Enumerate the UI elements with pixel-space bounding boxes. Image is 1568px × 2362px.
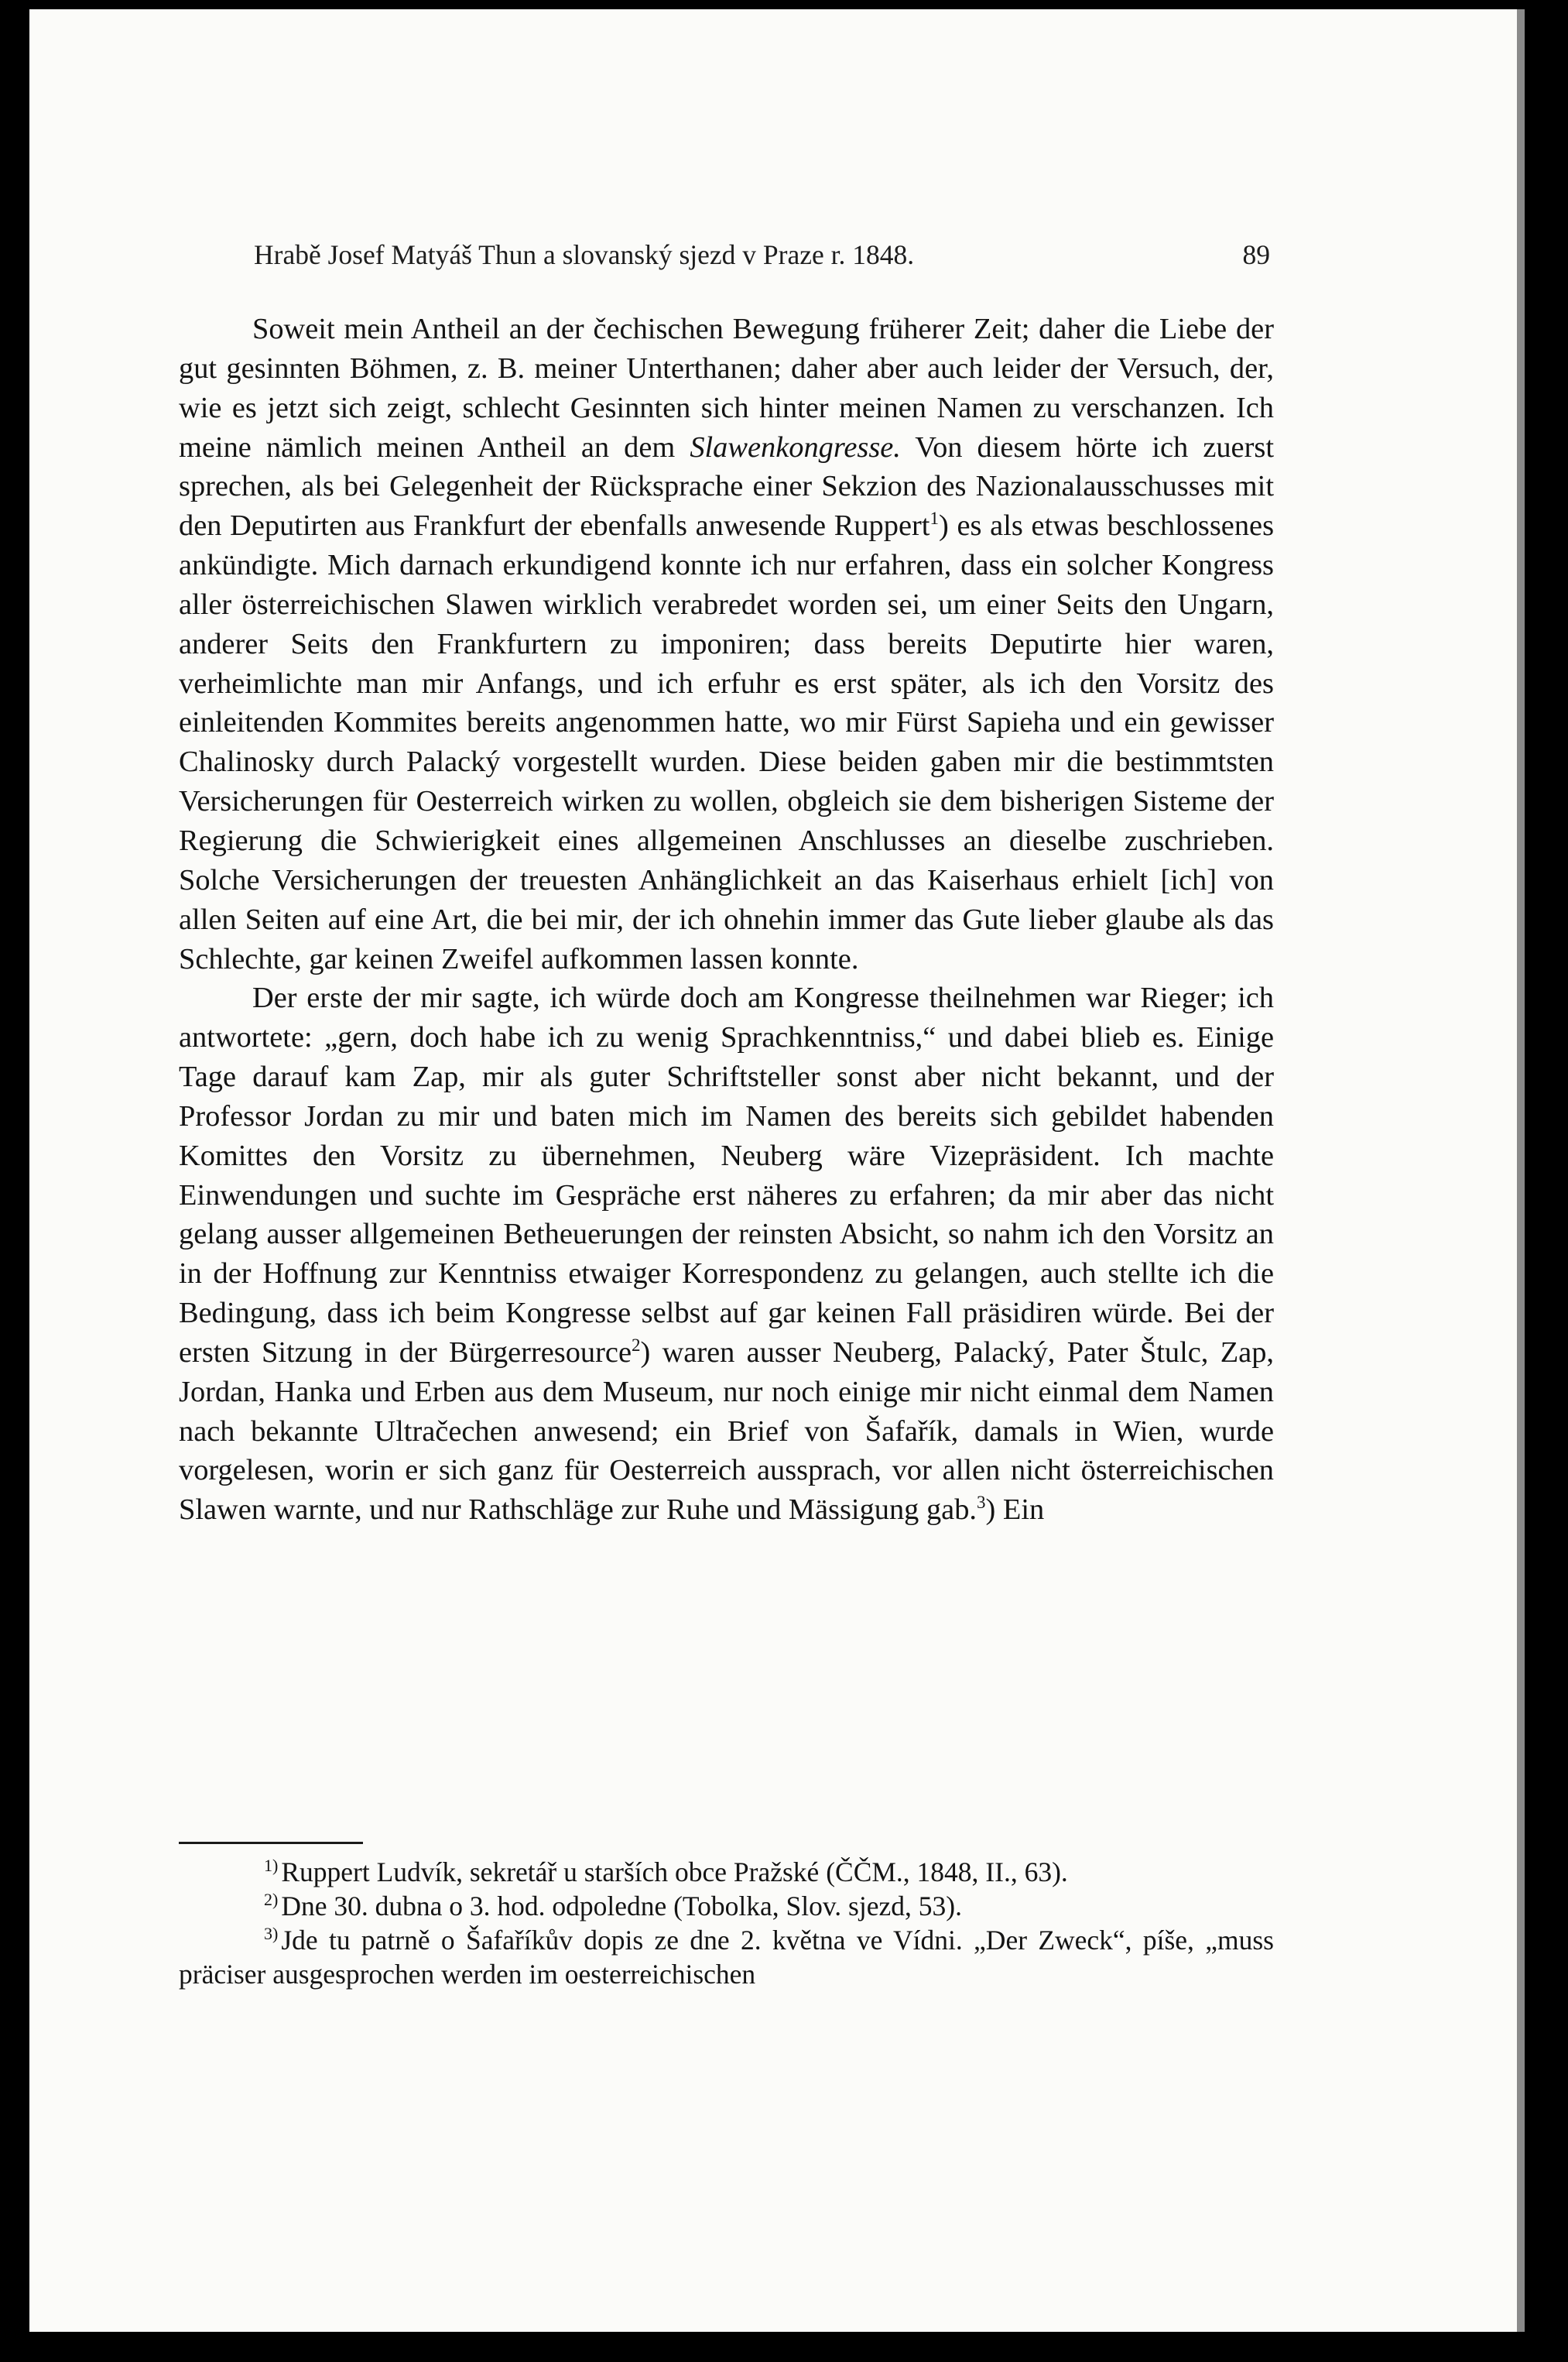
- footnote-3: [179, 1923, 1274, 1991]
- footnote-1-text: Ruppert Ludvík, sekretář u starších obce Pražské (ČČM., 1848, II., 63).: [281, 1856, 1068, 1887]
- running-head-title: Hrabě Josef Matyáš Thun a slovanský sjezd v Praze r. 1848.: [254, 239, 915, 270]
- running-head: [254, 235, 1270, 274]
- paragraph-2-text-a: Der erste der mir sagte, ich würde doch am Kongresse theilnehmen war Rieger; ich antwortete: „gern, doch habe ich zu wenig Sprachkenntniss,“ und dabei blieb es. Einige Tage darauf kam Zap, mir als guter Schriftsteller sonst aber nicht bekannt, und der Professor Jordan zu mir und baten mich im Namen des bereits sich gebildet habenden Komittes den Vorsitz zu übernehmen, Neuberg wäre Vizepräsident. Ich machte Einwendungen und suchte im Gespräche erst näheres zu erfahren; da mir aber das nicht gelang ausser allgemeinen Betheuerungen der reinsten Absicht, so nahm ich den Vorsitz an in der Hoffnung zur Kenntniss etwaiger Korrespondenz zu gelangen, auch stellte ich die Bedingung, dass ich beim Kongresse selbst auf gar keinen Fall präsidiren würde. Bei der ersten Sitzung in der Bürgerresource: [179, 982, 1274, 1369]
- body-text: [179, 310, 1274, 1530]
- footnote-2-mark: 2): [264, 1889, 279, 1909]
- footnote-ref-1: 1: [930, 508, 939, 529]
- paragraph-1: [179, 310, 1274, 979]
- footnote-3-mark: 3): [264, 1923, 279, 1943]
- footnote-ref-3: 3: [977, 1492, 986, 1513]
- paragraph-1-text-b: Von diesem hörte ich zuerst sprechen, als bei Gelegenheit der Rücksprache einer Sekzion des Nazionalausschusses mit den Deputirten aus Frankfurt der ebenfalls anwesende Ruppert: [179, 430, 1274, 543]
- paragraph-1-text-a: Soweit mein Antheil an der čechischen Bewegung früherer Zeit; daher die Liebe der gut gesinnten Böhmen, z. B. meiner Unterthanen; daher aber auch leider der Versuch, der, wie es jetzt sich zeigt, schlecht Gesinnten sich hinter meinen Namen zu verschanzen. Ich meine nämlich meinen Antheil an dem: [179, 313, 1274, 464]
- paragraph-2-text-b: ) waren ausser Neuberg, Palacký, Pater Štulc, Zap, Jordan, Hanka und Erben aus dem Museum, nur noch einige mir nicht einmal dem Namen nach bekannte Ultračechen anwesend; ein Brief von Šafařík, damals in Wien, wurde vorgelesen, worin er sich ganz für Oesterreich aussprach, vor allen nicht österreichischen Slawen warnte, und nur Rathschläge zur Ruhe und Mässigung gab.: [179, 1335, 1274, 1527]
- footnote-1: [179, 1855, 1274, 1889]
- page-number: 89: [1242, 239, 1270, 270]
- footnote-1-mark: 1): [264, 1855, 279, 1875]
- footnote-2-text: Dne 30. dubna o 3. hod. odpoledne (Tobolka, Slov. sjezd, 53).: [281, 1891, 962, 1921]
- footnote-2: [179, 1889, 1274, 1923]
- footnote-ref-2: 2: [631, 1335, 641, 1356]
- paragraph-1-text-c: ) es als etwas beschlossenes ankündigte. Mich darnach erkundigend konnte ich nur erfahren, dass ein solcher Kongress aller österreichischen Slawen wirklich verabredet worden sei, um einer Seits den Ungarn, anderer Seits den Frankfurtern zu imponiren; dass bereits Deputirte hier waren, verheimlichte man mir Anfangs, und ich erfuhr es erst später, als ich den Vorsitz des einleitenden Kommites bereits angenommen hatte, wo mir Fürst Sapieha und ein gewisser Chalinosky durch Palacký vorgestellt wurden. Diese beiden gaben mir die bestimmtsten Versicherungen für Oesterreich wirken zu wollen, obgleich sie dem bisherigen Sisteme der Regierung die Schwierigkeit eines allgemeinen Anschlusses an dieselbe zuschrieben. Solche Versicherungen der treuesten Anhänglichkeit an das Kaiserhaus erhielt [ich] von allen Seiten auf eine Art, die bei mir, der ich ohnehin immer das Gute lieber glaube als das Schlechte, gar keinen Zweifel aufkommen lassen konnte.: [179, 509, 1275, 975]
- footnotes: [179, 1855, 1274, 1991]
- page-edge: [1517, 9, 1525, 2332]
- footnote-3-text: Jde tu patrně o Šafaříkův dopis ze dne 2. května ve Vídni. „Der Zweck“, píše, „muss präciser ausgesprochen werden im oesterreichischen: [179, 1925, 1274, 1990]
- paragraph-2: [179, 979, 1274, 1530]
- emphasis-slawenkongresse: Slawenkongresse.: [690, 430, 901, 464]
- footnote-rule: [179, 1842, 363, 1844]
- paragraph-2-text-c: ) Ein: [985, 1493, 1045, 1527]
